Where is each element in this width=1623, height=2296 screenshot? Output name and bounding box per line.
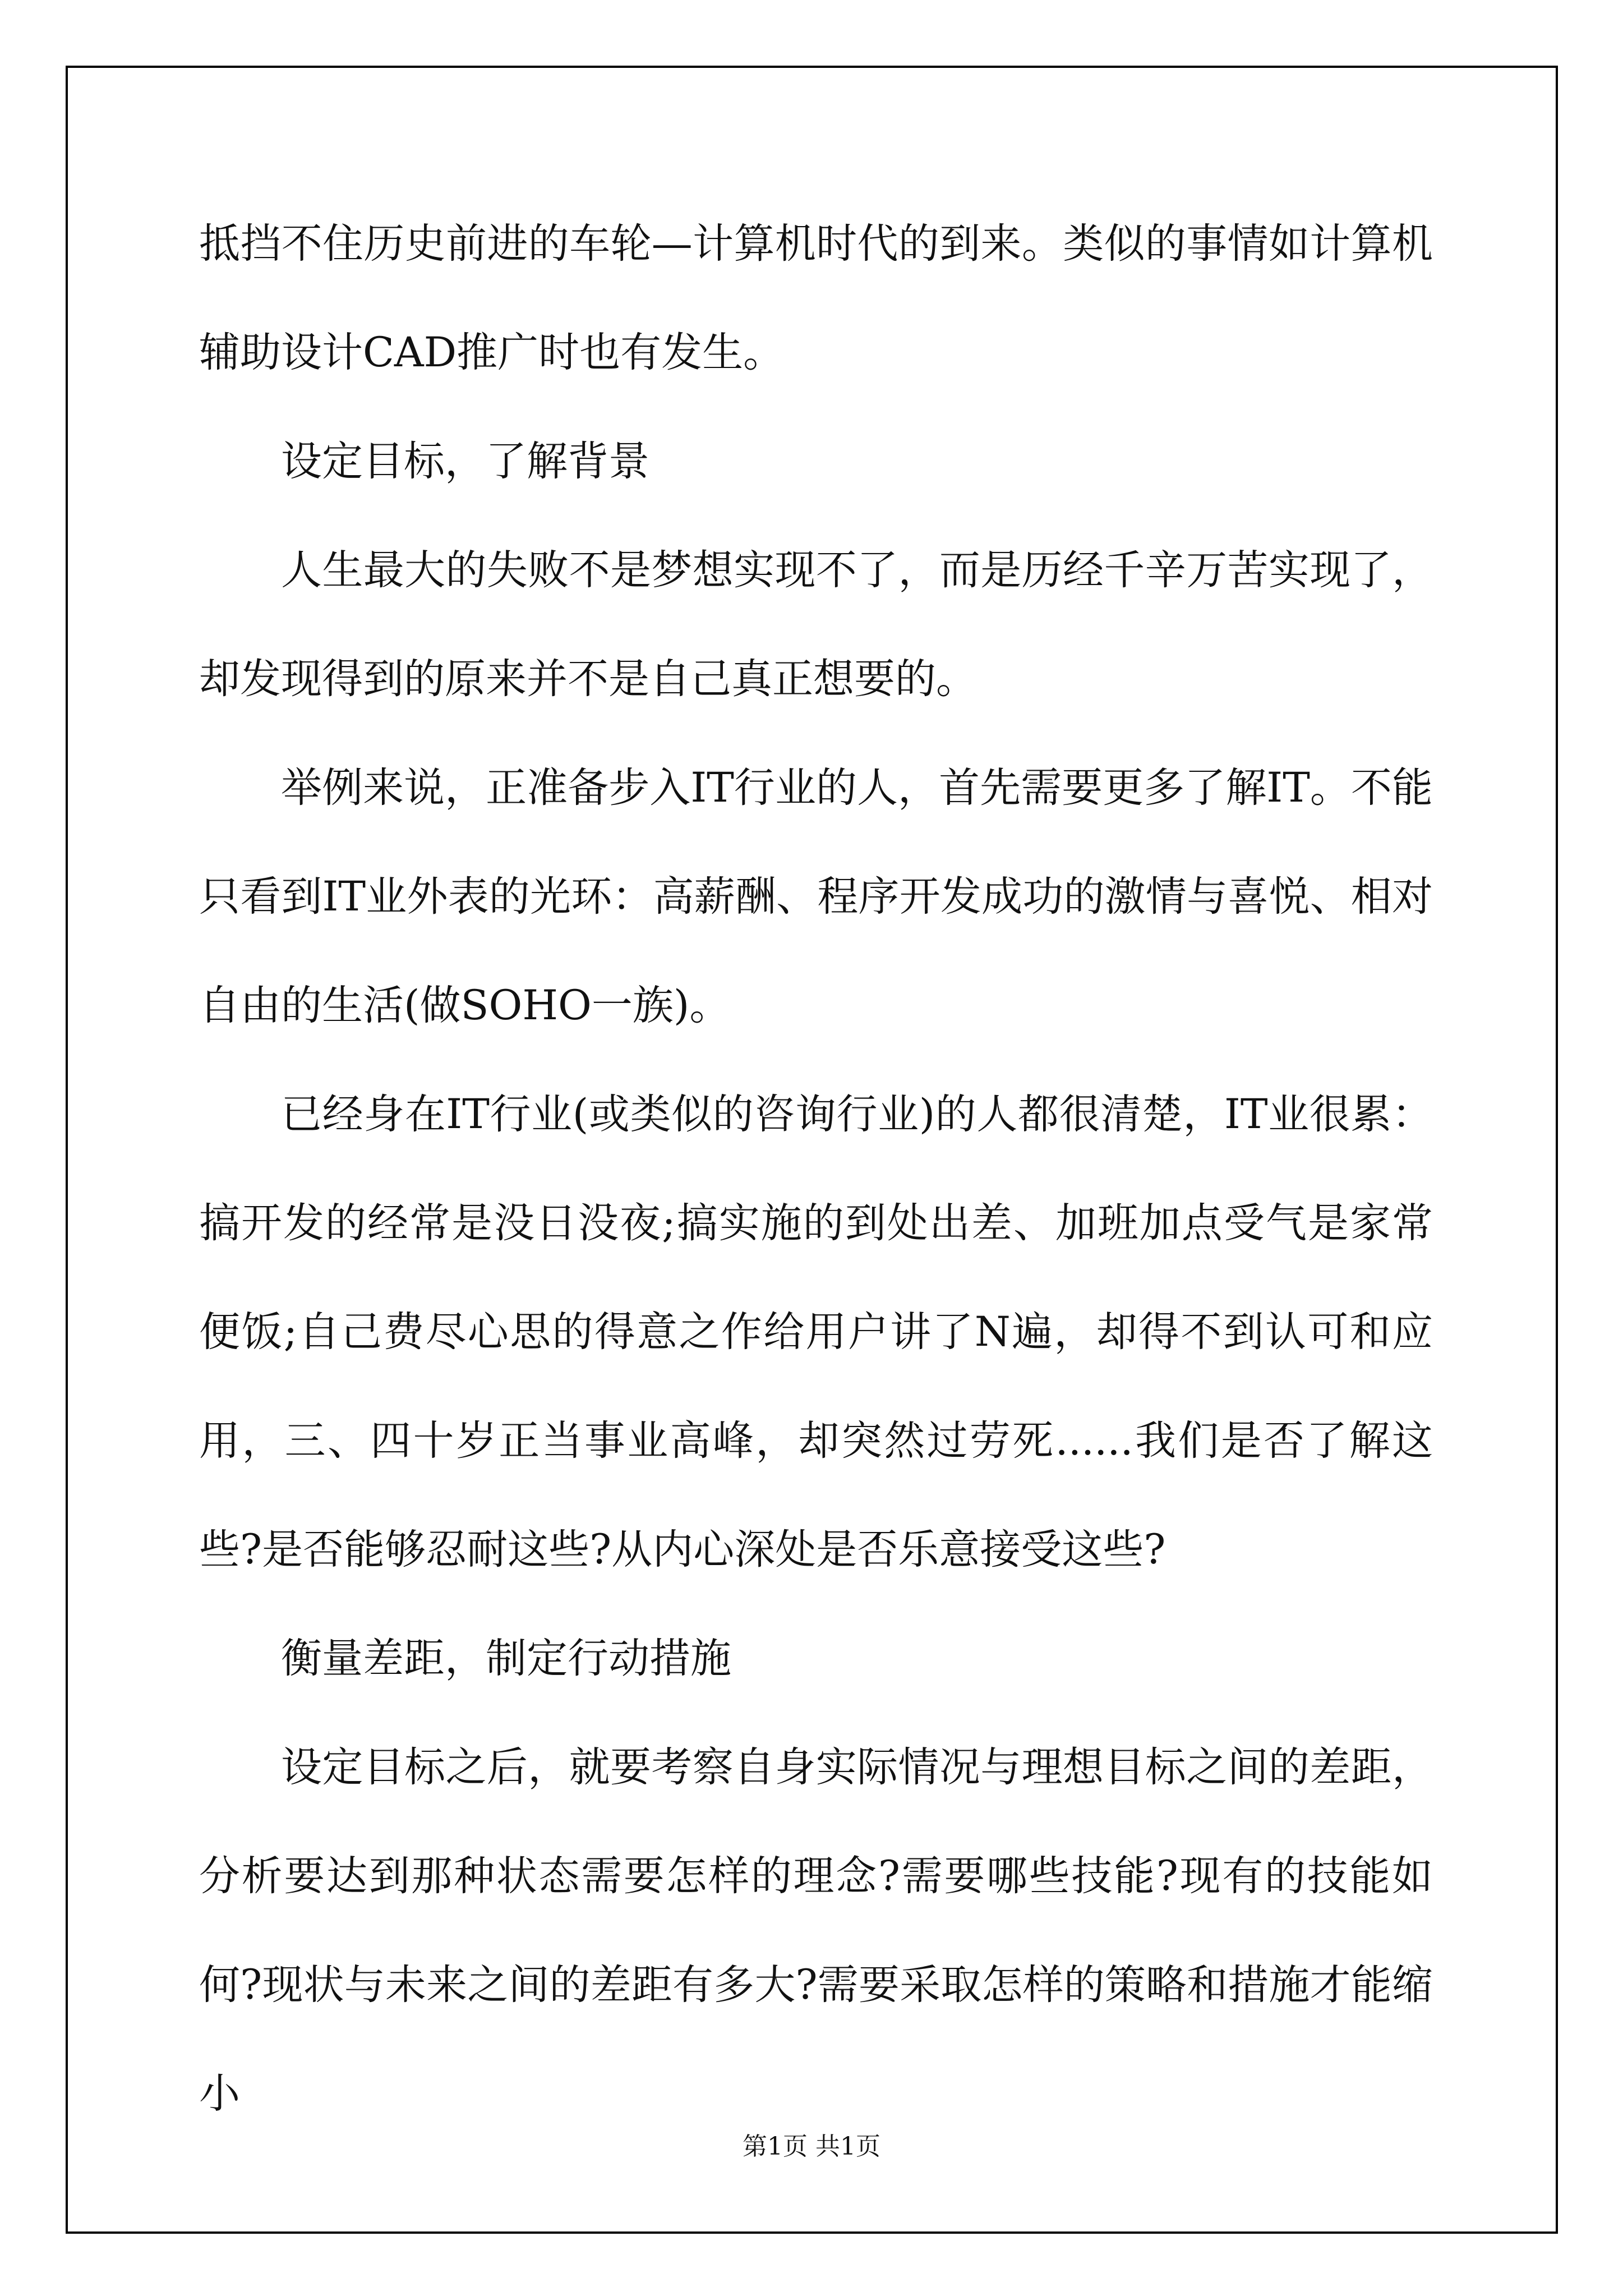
- paragraph-continuation: 抵挡不住历史前进的车轮—计算机时代的到来。类似的事情如计算机辅助设计CAD推广时也有发生。: [199, 220, 1433, 376]
- section-heading-gap: 衡量差距，制定行动措施: [281, 1635, 731, 1682]
- document-body: [199, 190, 1433, 2148]
- paragraph-it-hardship: 已经身在IT行业(或类似的咨询行业)的人都很清楚，IT业很累：搞开发的经常是没日没夜;搞实施的到处出差、加班加点受气是家常便饭;自己费尽心思的得意之作给用户讲了N遍，却得不到认可和应用，三、四十岁正当事业高峰，却突然过劳死......我们是否了解这些?是否能够忍耐这些?从内心深处是否乐意接受这些?: [199, 1091, 1433, 1573]
- paragraph-gap-analysis: 设定目标之后，就要考察自身实际情况与理想目标之间的差距，分析要达到那种状态需要怎样的理念?需要哪些技能?现有的技能如何?现状与未来之间的差距有多大?需要采取怎样的策略和措施才能缩小: [199, 1743, 1433, 2118]
- paragraph-it-example: 举例来说，正准备步入IT行业的人，首先需要更多了解IT。不能只看到IT业外表的光环：高薪酬、程序开发成功的激情与喜悦、相对自由的生活(做SOHO一族)。: [199, 764, 1433, 1029]
- paragraph-failure: 人生最大的失败不是梦想实现不了，而是历经千辛万苦实现了，却发现得到的原来并不是自己真正想要的。: [199, 546, 1433, 703]
- section-heading-goals: 设定目标，了解背景: [281, 438, 649, 485]
- page-footer: 第1页 共1页: [743, 2132, 880, 2161]
